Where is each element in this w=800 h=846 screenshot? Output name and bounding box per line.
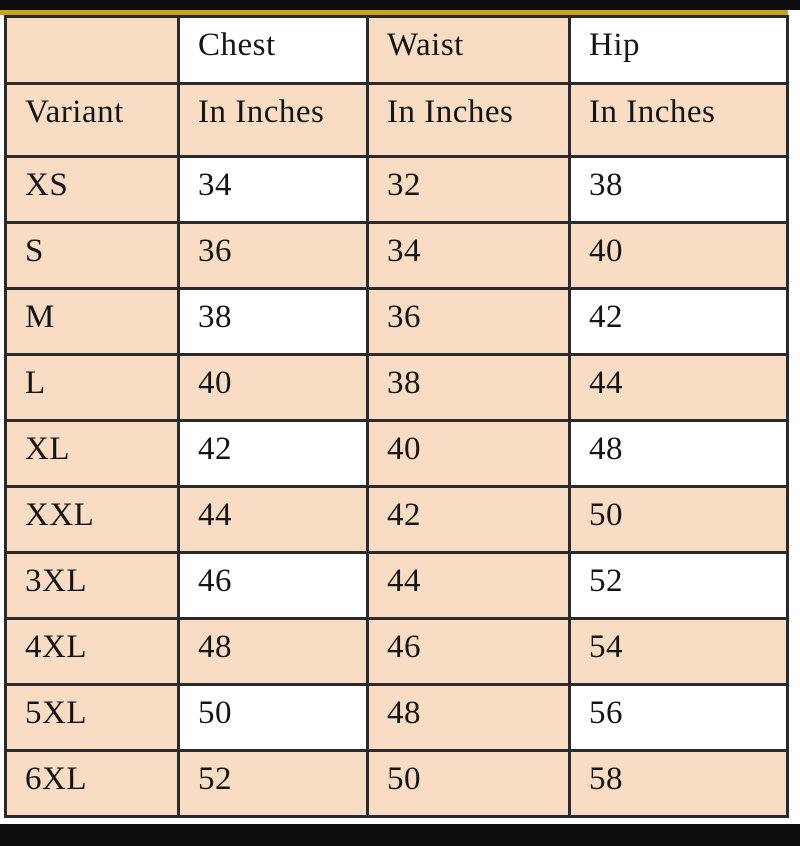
variant-cell: M bbox=[6, 289, 179, 355]
chest-value-cell: 46 bbox=[179, 553, 368, 619]
chest-value-cell: 50 bbox=[179, 685, 368, 751]
table-row-3xl bbox=[6, 553, 788, 619]
hip-value-cell: 54 bbox=[570, 619, 788, 685]
waist-value-cell: 42 bbox=[368, 487, 570, 553]
table-row-s bbox=[6, 223, 788, 289]
header-waist: Waist bbox=[368, 17, 570, 84]
chest-value-cell: 36 bbox=[179, 223, 368, 289]
variant-cell: S bbox=[6, 223, 179, 289]
hip-value-cell: 50 bbox=[570, 487, 788, 553]
waist-value-cell: 44 bbox=[368, 553, 570, 619]
table-row-m bbox=[6, 289, 788, 355]
table-row-xl bbox=[6, 421, 788, 487]
hip-value-cell: 40 bbox=[570, 223, 788, 289]
variant-cell: 4XL bbox=[6, 619, 179, 685]
variant-cell: XXL bbox=[6, 487, 179, 553]
table-row-xxl bbox=[6, 487, 788, 553]
hip-value-cell: 42 bbox=[570, 289, 788, 355]
variant-cell: XL bbox=[6, 421, 179, 487]
chest-value-cell: 42 bbox=[179, 421, 368, 487]
subheader-hip-unit: In Inches bbox=[570, 84, 788, 157]
table-row-6xl bbox=[6, 751, 788, 817]
hip-value-cell: 56 bbox=[570, 685, 788, 751]
hip-value-cell: 44 bbox=[570, 355, 788, 421]
variant-cell: 6XL bbox=[6, 751, 179, 817]
corner-cell bbox=[6, 17, 179, 84]
waist-value-cell: 46 bbox=[368, 619, 570, 685]
variant-cell: 3XL bbox=[6, 553, 179, 619]
chest-value-cell: 40 bbox=[179, 355, 368, 421]
variant-cell: 5XL bbox=[6, 685, 179, 751]
variant-cell: L bbox=[6, 355, 179, 421]
variant-cell: XS bbox=[6, 157, 179, 223]
chest-value-cell: 34 bbox=[179, 157, 368, 223]
chest-value-cell: 44 bbox=[179, 487, 368, 553]
table-row-xs bbox=[6, 157, 788, 223]
top-black-bar bbox=[0, 0, 800, 10]
hip-value-cell: 38 bbox=[570, 157, 788, 223]
hip-value-cell: 52 bbox=[570, 553, 788, 619]
header-chest: Chest bbox=[179, 17, 368, 84]
waist-value-cell: 38 bbox=[368, 355, 570, 421]
waist-value-cell: 34 bbox=[368, 223, 570, 289]
table-row-4xl bbox=[6, 619, 788, 685]
subheader-waist-unit: In Inches bbox=[368, 84, 570, 157]
hip-value-cell: 48 bbox=[570, 421, 788, 487]
waist-value-cell: 32 bbox=[368, 157, 570, 223]
chest-value-cell: 52 bbox=[179, 751, 368, 817]
waist-value-cell: 40 bbox=[368, 421, 570, 487]
waist-value-cell: 48 bbox=[368, 685, 570, 751]
chest-value-cell: 48 bbox=[179, 619, 368, 685]
waist-value-cell: 50 bbox=[368, 751, 570, 817]
header-row bbox=[6, 17, 788, 84]
subheader-row bbox=[6, 84, 788, 157]
bottom-black-bar bbox=[0, 824, 800, 846]
hip-value-cell: 58 bbox=[570, 751, 788, 817]
subheader-variant: Variant bbox=[6, 84, 179, 157]
chest-value-cell: 38 bbox=[179, 289, 368, 355]
table-row-l bbox=[6, 355, 788, 421]
subheader-chest-unit: In Inches bbox=[179, 84, 368, 157]
header-hip: Hip bbox=[570, 17, 788, 84]
table-row-5xl bbox=[6, 685, 788, 751]
size-chart-table bbox=[4, 15, 789, 818]
waist-value-cell: 36 bbox=[368, 289, 570, 355]
